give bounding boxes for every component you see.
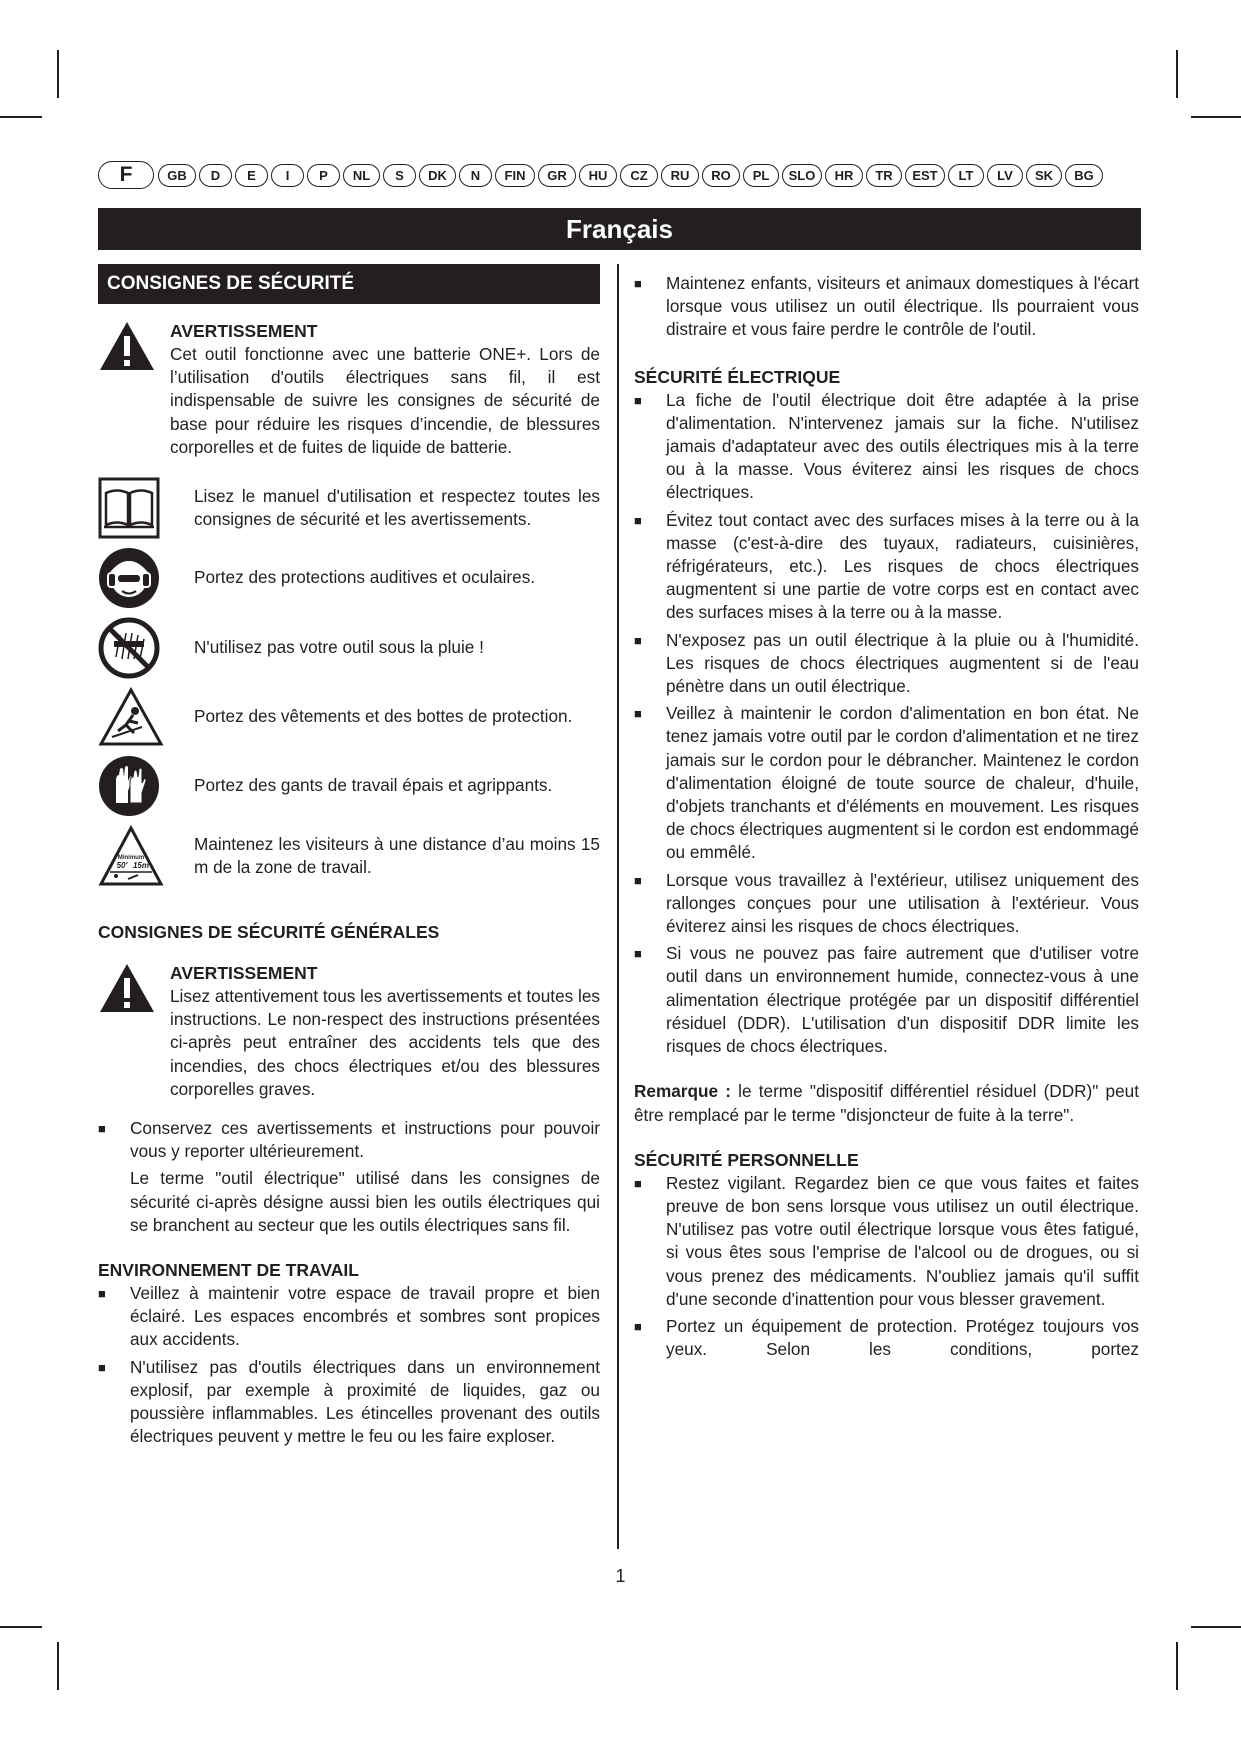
lang-tab[interactable]: SK <box>1026 164 1062 187</box>
warning-icon <box>98 320 170 459</box>
lang-tab[interactable]: SLO <box>782 164 822 187</box>
gloves-icon <box>98 755 174 817</box>
bullet: ■ <box>634 872 642 888</box>
lang-tab[interactable]: CZ <box>620 164 658 187</box>
list-item-text: Veillez à maintenir votre espace de travail propre et bien éclairé. Les espaces encombrés et sombres sont propices aux accidents. <box>130 1283 600 1350</box>
right-column <box>634 272 1139 1361</box>
list-item-text: Conservez ces avertissements et instructions pour pouvoir vous y reporter ultérieurement. <box>130 1118 600 1162</box>
lang-tab[interactable]: S <box>383 164 416 187</box>
bullet: ■ <box>634 1318 642 1334</box>
symbol-row <box>98 617 600 679</box>
warning-title: AVERTISSEMENT <box>170 321 318 341</box>
no-rain-icon <box>98 617 174 679</box>
list-item-text: Restez vigilant. Regardez bien ce que vous faites et faites preuve de bon sens lorsque vous utilisez un outil électrique. N'utilisez pas votre outil électrique lorsque vous êtes fatigué, si vous êtes sous l'emprise de l'alcool ou de drogues, ou si vous prenez des médicaments. N'oubliez jamais qu'il suffit d'une seconde d'inattention pour vous blesser gravement. <box>666 1172 1139 1309</box>
language-tabs <box>98 162 1138 188</box>
symbol-text: Lisez le manuel d'utilisation et respectez toutes les consignes de sécurité et les avertissements. <box>194 485 600 530</box>
lang-tab[interactable]: P <box>307 164 340 187</box>
warning-block <box>98 962 600 1101</box>
language-banner: Français <box>98 208 1141 250</box>
remark-text: le terme "dispositif différentiel résiduel (DDR)" peut être remplacé par le terme "disjoncteur de fuite à la terre". <box>634 1081 1140 1125</box>
list-item-text: N'exposez pas un outil électrique à la pluie ou à l'humidité. Les risques de chocs électriques augmentent si de l'eau pénètre dans un outil électrique. <box>666 629 1139 697</box>
bullet: ■ <box>634 632 642 648</box>
lang-tab[interactable]: N <box>459 164 492 187</box>
ear-eye-protection-icon <box>98 547 174 609</box>
lang-tab[interactable]: BG <box>1065 164 1103 187</box>
distance-word: Minimum <box>117 855 145 862</box>
crop-mark <box>0 1626 42 1628</box>
paragraph: Le terme "outil électrique" utilisé dans les consignes de sécurité ci-après désigne aussi bien les outils électriques qui se branchent au secteur que les outils électriques sans fil. <box>130 1168 600 1235</box>
crop-mark <box>1191 1626 1241 1628</box>
warning-icon <box>98 962 170 1101</box>
list-item <box>634 389 1139 505</box>
bullet: ■ <box>634 706 642 722</box>
list-item <box>634 869 1139 939</box>
list-item <box>634 272 1139 342</box>
list-item <box>634 702 1139 864</box>
list-item-text: La fiche de l'outil électrique doit être adaptée à la prise d'alimentation. N'intervenez jamais sur la fiche. N'utilisez jamais d'adaptateur avec des outils électriques mis à la terre ou à la masse. Vous éviterez ainsi les risques de chocs électriques. <box>666 389 1139 503</box>
section-title: CONSIGNES DE SÉCURITÉ <box>98 264 600 304</box>
lang-tab[interactable]: RO <box>702 164 740 187</box>
lang-tab[interactable]: GB <box>158 164 196 187</box>
crop-mark <box>1191 116 1241 118</box>
left-column <box>98 264 600 1448</box>
lang-tab[interactable]: GR <box>538 164 576 187</box>
remark-label: Remarque : <box>634 1081 731 1102</box>
lang-tab[interactable]: TR <box>866 164 902 187</box>
lang-tab[interactable]: RU <box>661 164 699 187</box>
warning-title: AVERTISSEMENT <box>170 963 318 984</box>
lang-tab[interactable]: HU <box>579 164 617 187</box>
list-item-text: Veillez à maintenir le cordon d'alimentation en bon état. Ne tenez jamais votre outil par le cordon d'alimentation et ne tirez jamais sur le cordon pour le débrancher. Maintenez le cordon d'alimentation éloigné de toute source de chaleur, d'huile, d'objets tranchants et d'éléments en mouvement. Les risques de chocs électriques augmentent si le cordon est endommagé ou emmêlé. <box>666 703 1139 863</box>
warning-block <box>98 320 600 459</box>
list-item <box>634 1315 1139 1361</box>
lang-tab[interactable]: LT <box>948 164 984 187</box>
symbol-text: Portez des protections auditives et oculaires. <box>194 567 536 588</box>
bullet: ■ <box>98 1121 106 1137</box>
lang-tab[interactable]: HR <box>825 164 863 187</box>
bystander-distance-icon <box>98 825 174 887</box>
list-item-text: Évitez tout contact avec des surfaces mises à la terre ou à la masse (c'est-à-dire des tuyaux, radiateurs, cuisinières, réfrigérateurs, etc.). Les risques de chocs électriques augmentent si une partie de votre corps est en contact avec des surfaces mises à la terre ou à la masse. <box>666 509 1139 623</box>
bullet: ■ <box>98 1286 106 1302</box>
lang-tab-current[interactable]: F <box>98 161 154 189</box>
warning-text: Lisez attentivement tous les avertissements et toutes les instructions. Le non-respect des instructions présentées ci-après peut entraîner des accidents tels que des incendies, des chocs électriques et/ou des blessures corporelles graves. <box>170 986 600 1099</box>
bullet: ■ <box>634 1175 642 1191</box>
distance-meters: 15m <box>132 861 150 871</box>
bullet: ■ <box>634 512 642 528</box>
crop-mark <box>1176 50 1178 98</box>
lang-tab[interactable]: E <box>235 164 268 187</box>
manual-icon <box>98 477 174 539</box>
list-item <box>98 1282 600 1352</box>
bullet: ■ <box>98 1359 106 1375</box>
symbol-text: N'utilisez pas votre outil sous la pluie ! <box>194 637 484 658</box>
crop-mark <box>57 50 59 98</box>
symbol-row <box>98 477 600 539</box>
bullet: ■ <box>634 946 642 962</box>
lang-tab[interactable]: I <box>271 164 304 187</box>
bullet: ■ <box>634 276 642 291</box>
symbol-row <box>98 755 600 817</box>
list-item <box>98 1117 600 1237</box>
symbol-text: Maintenez les visiteurs à une distance d’au moins 15 m de la zone de travail. <box>194 833 600 878</box>
crop-mark <box>57 1642 59 1690</box>
distance-feet: 50' <box>116 861 128 871</box>
crop-mark <box>1176 1642 1178 1690</box>
list-item <box>98 1356 600 1449</box>
warning-text: Cet outil fonctionne avec une batterie ONE+. Lors de l’utilisation d'outils électriques sans fil, il est indispensable de suivre les consignes de sécurité de base pour réduire les risques d’incendie, de blessures corporelles et de fuites de liquide de batterie. <box>170 344 600 457</box>
list-item <box>634 509 1139 625</box>
lang-tab[interactable]: LV <box>987 164 1023 187</box>
lang-tab[interactable]: D <box>199 164 232 187</box>
symbol-row <box>98 825 600 887</box>
subsection-title: CONSIGNES DE SÉCURITÉ GÉNÉRALES <box>98 922 440 943</box>
list-item-text: Si vous ne pouvez pas faire autrement que d'utiliser votre outil dans un environnement humide, connectez-vous à une alimentation électrique protégée par un dispositif différentiel résiduel (DDR). L'utilisation d'un dispositif DDR limite les risques de chocs électriques. <box>666 943 1139 1057</box>
subsection-title: SÉCURITÉ PERSONNELLE <box>634 1149 859 1170</box>
list-item <box>634 629 1139 699</box>
list-item-text: Lorsque vous travaillez à l'extérieur, utilisez uniquement des rallonges conçues pour une utilisation à l'extérieur. Vous éviterez ainsi les risques de chocs électriques. <box>666 869 1139 937</box>
subsection-title: SÉCURITÉ ÉLECTRIQUE <box>634 366 841 387</box>
remark <box>634 1080 1139 1126</box>
column-divider <box>617 264 619 1549</box>
list-item-text: Portez un équipement de protection. Protégez toujours vos yeux. Selon les conditions, portez <box>666 1315 1139 1360</box>
subsection-title: ENVIRONNEMENT DE TRAVAIL <box>98 1260 359 1281</box>
symbol-row <box>98 687 600 747</box>
list-item <box>634 942 1139 1058</box>
protective-clothing-icon <box>98 687 174 747</box>
lang-tab[interactable]: PL <box>743 164 779 187</box>
list-item <box>634 1172 1139 1311</box>
crop-mark <box>0 116 42 118</box>
bullet: ■ <box>634 392 642 408</box>
list-item-text: Maintenez enfants, visiteurs et animaux domestiques à l'écart lorsque vous utilisez un outil électrique. Ils pourraient vous distraire et vous faire perdre le contrôle de l'outil. <box>666 273 1139 340</box>
symbol-text: Portez des gants de travail épais et agrippants. <box>194 775 553 796</box>
lang-tab[interactable]: EST <box>905 164 945 187</box>
lang-tab[interactable]: FIN <box>495 164 535 187</box>
symbol-row <box>98 547 600 609</box>
lang-tab[interactable]: NL <box>343 164 380 187</box>
list-item-text: N'utilisez pas d'outils électriques dans un environnement explosif, par exemple à proximité de liquides, gaz ou poussière inflammables. Les étincelles provenant des outils électriques peuvent y mettre le feu ou les faire exploser. <box>130 1356 600 1447</box>
symbol-text: Portez des vêtements et des bottes de protection. <box>194 706 573 727</box>
page-number: 1 <box>615 1566 626 1586</box>
lang-tab[interactable]: DK <box>419 164 456 187</box>
